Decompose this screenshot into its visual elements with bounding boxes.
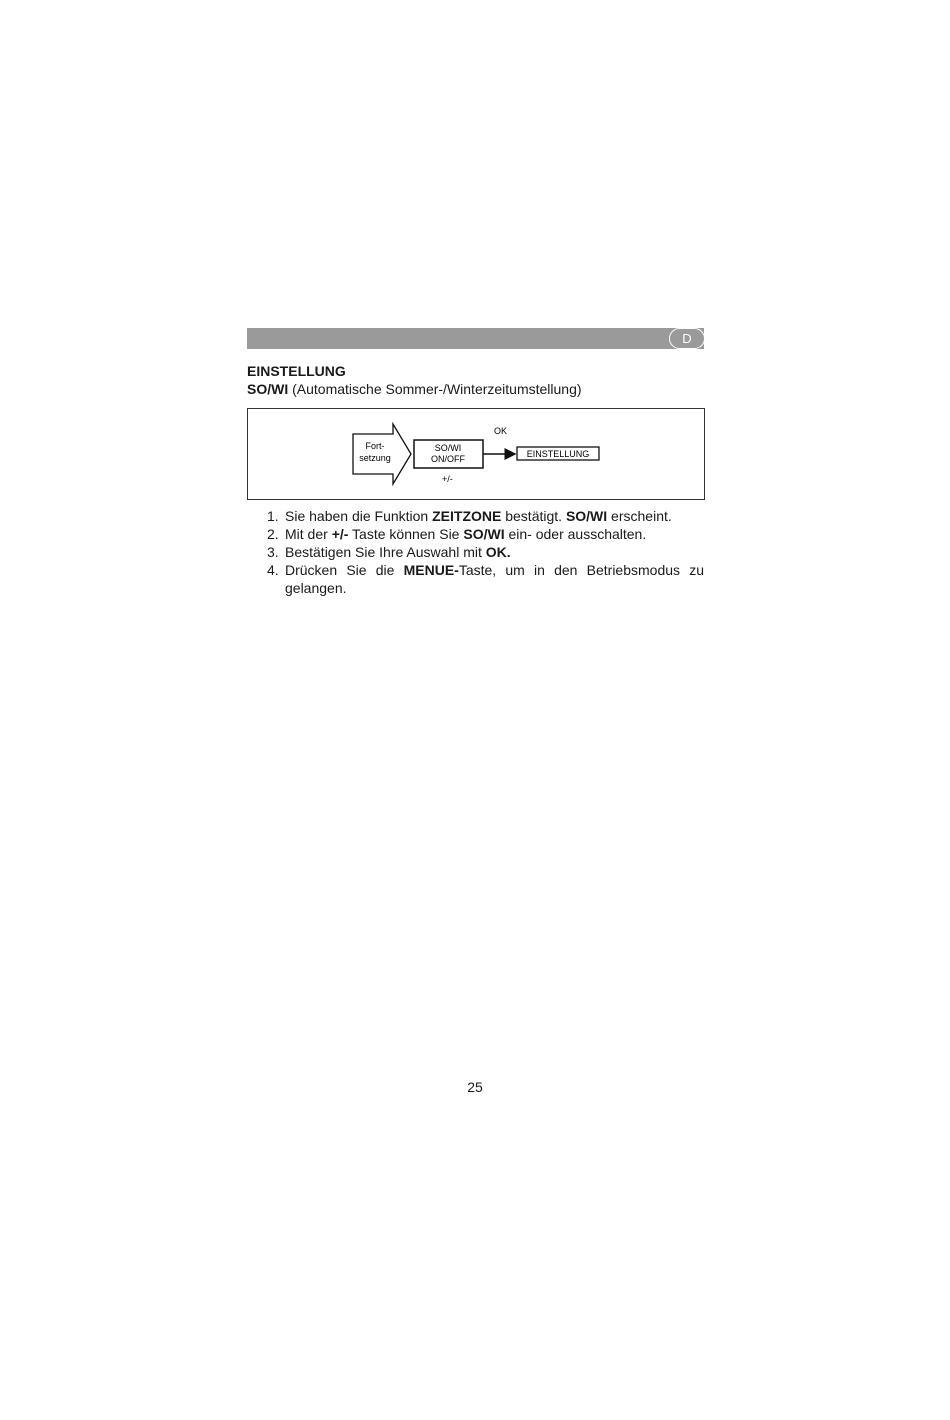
ok-label: OK	[494, 426, 508, 436]
step-number: 3.	[267, 544, 279, 560]
instruction-steps	[263, 507, 704, 597]
arrow-label-line1: Fort-	[365, 441, 385, 451]
arrow-label-line2: setzung	[359, 453, 391, 463]
einstellung-box-label: EINSTELLUNG	[526, 449, 590, 459]
step-item: 2. Mit der +/- Taste können Sie SO/WI ein- oder ausschalten.	[267, 526, 647, 542]
step-item: 1. Sie haben die Funktion ZEITZONE bestätigt. SO/WI erscheint.	[267, 508, 672, 524]
section-subtitle	[247, 381, 582, 397]
header-bar	[247, 328, 704, 349]
sowi-box-line1: SO/WI	[434, 443, 462, 453]
language-badge: D	[669, 328, 705, 349]
step-number: 4.	[267, 562, 279, 578]
flow-diagram	[247, 408, 705, 500]
flow-diagram-svg	[248, 409, 704, 499]
section-title: EINSTELLUNG	[247, 363, 346, 379]
plusminus-label: +/-	[442, 474, 453, 484]
subtitle-text: (Automatische Sommer-/Winterzeitumstellung)	[288, 381, 582, 397]
step-number: 2.	[267, 526, 279, 542]
step-number: 1.	[267, 508, 279, 524]
subtitle-bold: SO/WI	[247, 381, 289, 397]
page-number: 25	[467, 1079, 483, 1095]
sowi-box-line2: ON/OFF	[431, 454, 465, 464]
step-item: 3. Bestätigen Sie Ihre Auswahl mit OK.	[267, 544, 511, 560]
step-item: 4. Drücken Sie die MENUE-Taste, um in den Betriebsmodus zu gelangen.	[267, 562, 704, 596]
